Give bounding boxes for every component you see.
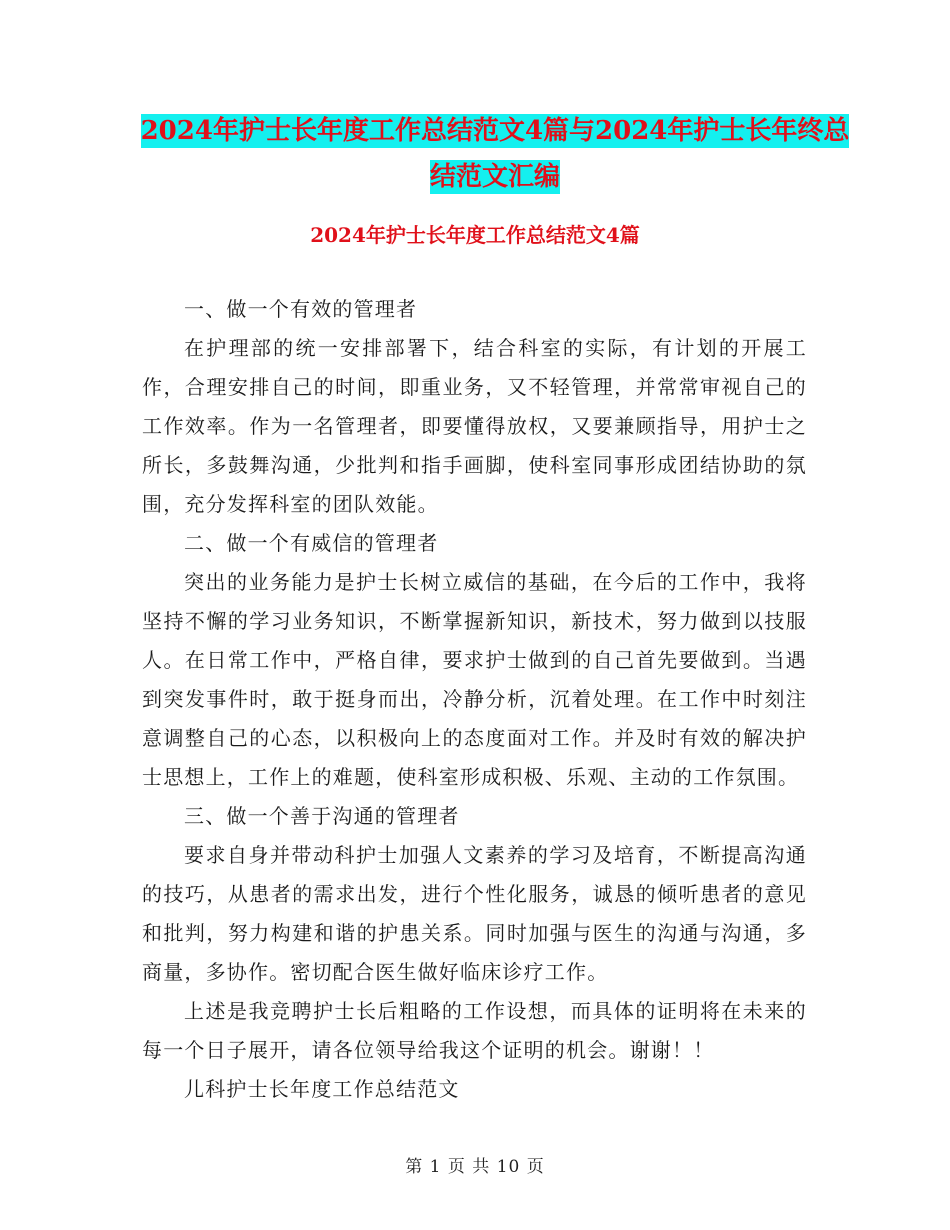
next-section-heading: 儿科护士长年度工作总结范文 [184, 1077, 460, 1101]
heading-prestige-manager: 二、做一个有威信的管理者 [184, 531, 439, 555]
body-paragraph: 突出的业务能力是护士长树立威信的基础，在今后的工作中，我将坚持不懈的学习业务知识，不断掌握新知识，新技术，努力做到以技服人。在日常工作中，严格自律，要求护士做到的自己首先要做到。当遇到突发事件时，敢于挺身而出，冷静分析，沉着处理。在工作中时刻注意调整自己的心态，以积极向上的态度面对工作。并及时有效的解决护士思想上，工作上的难题，使科室形成积极、乐观、主动的工作氛围。 [142, 570, 807, 789]
document-body [142, 290, 807, 1109]
section-title: 2024年护士长年度工作总结范文4篇 [310, 223, 640, 247]
body-paragraph: 要求自身并带动科护士加强人文素养的学习及培育，不断提高沟通的技巧，从患者的需求出发，进行个性化服务，诚恳的倾听患者的意见和批判，努力构建和谐的护患关系。同时加强与医生的沟通与沟通，多商量，多协作。密切配合医生做好临床诊疗工作。 [142, 843, 807, 984]
heading-communication-manager: 三、做一个善于沟通的管理者 [184, 804, 460, 828]
page-footer [0, 1152, 950, 1177]
document-title [140, 108, 850, 200]
body-paragraph: 上述是我竞聘护士长后粗略的工作设想，而具体的证明将在未来的每一个日子展开，请各位领导给我这个证明的机会。谢谢！！ [142, 999, 807, 1062]
page-number: 第 1 页 共 10 页 [405, 1157, 545, 1177]
document-title-text: 2024年护士长年度工作总结范文4篇与2024年护士长年终总结范文汇编 [140, 116, 850, 192]
body-paragraph: 在护理部的统一安排部署下，结合科室的实际，有计划的开展工作，合理安排自己的时间，即重业务，又不轻管理，并常常审视自己的工作效率。作为一名管理者，即要懂得放权，又要兼顾指导，用护士之所长，多鼓舞沟通，少批判和指手画脚，使科室同事形成团结协助的氛围，充分发挥科室的团队效能。 [142, 336, 807, 516]
heading-effective-manager: 一、做一个有效的管理者 [184, 297, 418, 321]
